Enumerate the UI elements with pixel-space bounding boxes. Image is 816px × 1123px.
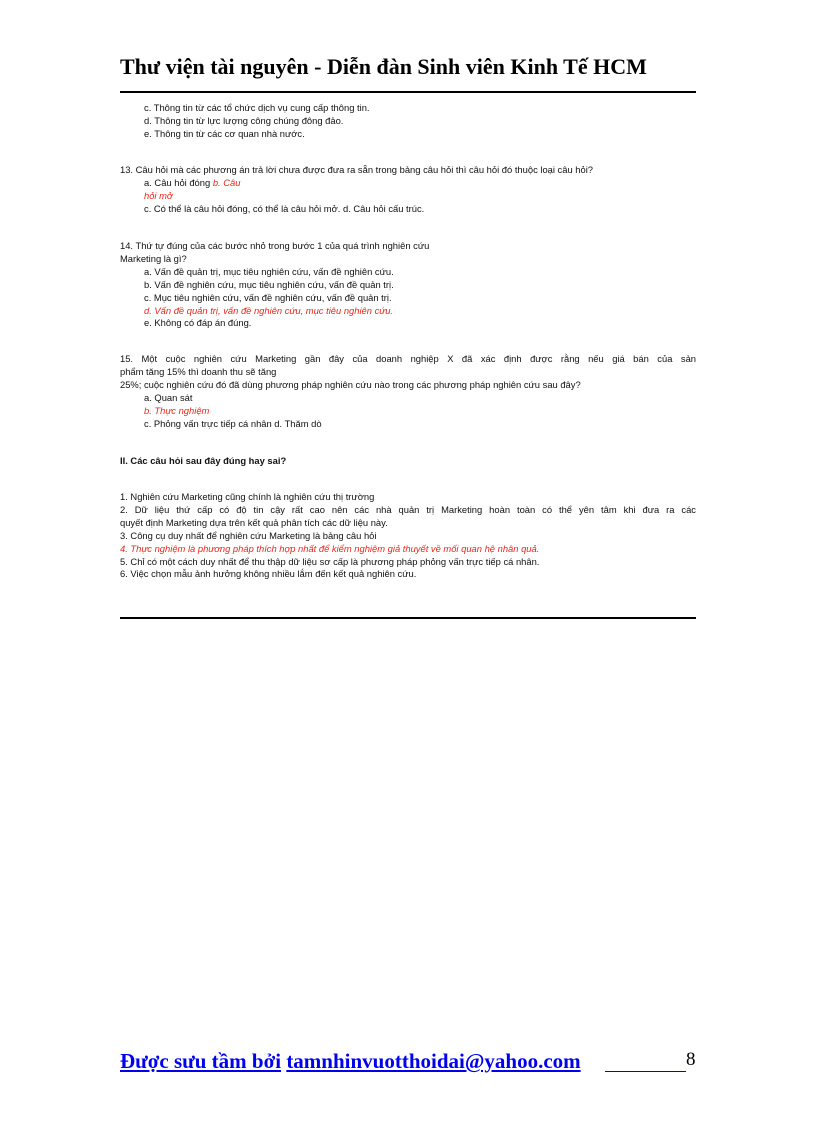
question-text-continued: 25%; cuộc nghiên cứu đó đã dùng phương pháp nghiên cứu nào trong các phương pháp nghiên cứu sau đây? [120,378,581,390]
previous-question-options [120,102,696,141]
option-item: d. Thông tin từ lực lượng công chúng đông đảo. [144,114,344,126]
option-a: a. Quan sát [144,391,193,403]
statement-2: 2. Dữ liệu thứ cấp có độ tin cậy rất cao nên các nhà quản trị Marketing hoàn toàn có thể yên tâm khi đưa ra các [120,503,696,515]
question-text: 14. Thứ tự đúng của các bước nhỏ trong bước 1 của quá trình nghiên cứu [120,240,430,251]
option-c-d: c. Phỏng vấn trực tiếp cá nhân d. Thăm dò [144,417,322,429]
option-b-answer: b. Thực nghiệm [144,404,210,416]
option-item: b. Vấn đề nghiên cứu, mục tiêu nghiên cứu, vấn đề quản trị. [144,278,394,290]
page-number: 8 [686,1049,696,1070]
question-15 [120,353,696,430]
option-a: a. Câu hỏi đóng [144,176,211,188]
statement-2-continued: quyết định Marketing dựa trên kết quả phân tích các dữ liệu này. [120,516,388,528]
statement-1: 1. Nghiên cứu Marketing cũng chính là nghiên cứu thị trường [120,491,375,502]
statement-5: 5. Chỉ có một cách duy nhất để thu thập dữ liệu sơ cấp là phương pháp phỏng vấn trực tiếp cá nhân. [120,555,540,567]
option-line [120,177,696,190]
true-false-statements [120,491,696,581]
footer-email-link[interactable]: tamnhinvuotthoidai@yahoo.com [286,1049,581,1073]
option-item: e. Thông tin từ các cơ quan nhà nước. [144,127,305,139]
question-text: 13. Câu hỏi mà các phương án trả lời chưa được đưa ra sẵn trong bảng câu hỏi thì câu hỏi đó thuộc loại câu hỏi? [120,164,593,175]
content-end-divider [120,617,696,619]
question-text-continued: Marketing là gì? [120,252,187,264]
statement-6: 6. Việc chọn mẫu ảnh hưởng không nhiều lắm đến kết quả nghiên cứu. [120,568,417,580]
section-2-heading: II. Các câu hỏi sau đây đúng hay sai? [120,455,287,466]
footer-underline [605,1071,686,1072]
option-b-answer-continued: hỏi mở [144,189,173,201]
question-text: 15. Một cuộc nghiên cứu Marketing gần đây của doanh nghiệp X đã xác định được rằng nếu giá bán của sản [120,353,696,364]
page-header-title: Thư viện tài nguyên - Diễn đàn Sinh viên Kinh Tế HCM [120,54,647,79]
footer-credit-prefix: Được sưu tầm bởi [120,1049,282,1073]
question-text-continued: phẩm tăng 15% thì doanh thu sẽ tăng [120,365,277,377]
option-b-answer: b. Câu [212,176,241,188]
option-c-d: c. Có thể là câu hỏi đóng, có thể là câu hỏi mở. d. Câu hỏi cấu trúc. [144,202,425,214]
option-item: a. Vấn đề quản trị, mục tiêu nghiên cứu, vấn đề nghiên cứu. [144,265,394,277]
question-13 [120,164,696,216]
option-item: e. Không có đáp án đúng. [144,317,252,329]
option-item: c. Mục tiêu nghiên cứu, vấn đề nghiên cứu, vấn đề quản trị. [144,291,392,303]
footer-credit [120,1049,581,1074]
question-14 [120,240,696,330]
statement-3: 3. Công cụ duy nhất để nghiên cứu Marketing là bảng câu hỏi [120,529,377,541]
option-item-answer: d. Vấn đề quản trị, vấn đề nghiên cứu, mục tiêu nghiên cứu. [144,304,394,316]
option-item: c. Thông tin từ các tổ chức dịch vụ cung cấp thông tin. [144,102,370,113]
statement-4-answer: 4. Thực nghiệm là phương pháp thích hợp nhất để kiểm nghiệm giả thuyết về mối quan hệ nhân quả. [120,542,540,554]
header-divider [120,91,696,93]
